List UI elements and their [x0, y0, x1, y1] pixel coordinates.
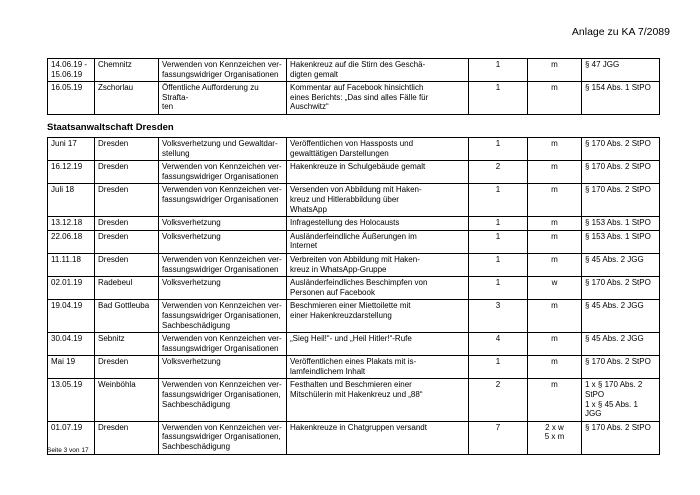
count-cell: 1: [469, 82, 528, 115]
table-row: [48, 138, 660, 161]
count-cell: 1: [469, 59, 528, 82]
table-row: [48, 379, 660, 421]
table-row: [48, 161, 660, 184]
place-cell: Zschorlau: [95, 82, 159, 115]
outcome-cell: § 170 Abs. 2 StPO: [582, 356, 660, 379]
section-title: Staatsanwaltschaft Dresden: [47, 122, 174, 133]
page-number: Seite 3 von 17: [47, 447, 89, 454]
count-cell: 1: [469, 184, 528, 217]
offense-cell: Volksverhetzung: [159, 277, 287, 300]
count-cell: 1: [469, 356, 528, 379]
description-cell: Hakenkreuze in Schulgebäude gemalt: [287, 161, 469, 184]
outcome-cell: § 47 JGG: [582, 59, 660, 82]
outcome-cell: § 170 Abs. 2 StPO: [582, 277, 660, 300]
description-cell: Kommentar auf Facebook hinsichtlich eines Berichts: „Das sind alles Fälle für Auschwitz“: [287, 82, 469, 115]
date-cell: 16.12.19: [48, 161, 95, 184]
gender-cell: m: [528, 333, 582, 356]
outcome-cell: § 45 Abs. 2 JGG: [582, 253, 660, 276]
offense-cell: Volksverhetzung: [159, 230, 287, 253]
description-cell: „Sieg Heil!“- und „Heil Hitler!“-Rufe: [287, 333, 469, 356]
date-cell: 13.05.19: [48, 379, 95, 421]
outcome-cell: 1 x § 170 Abs. 2 StPO 1 x § 45 Abs. 1 JGG: [582, 379, 660, 421]
count-cell: 1: [469, 253, 528, 276]
offense-cell: Verwenden von Kennzeichen ver- fassungswidriger Organisationen, Sachbeschädigung: [159, 300, 287, 333]
outcome-cell: § 170 Abs. 2 StPO: [582, 184, 660, 217]
gender-cell: m: [528, 356, 582, 379]
description-cell: Ausländerfeindliche Äußerungen im Internet: [287, 230, 469, 253]
place-cell: Dresden: [95, 138, 159, 161]
gender-cell: w: [528, 277, 582, 300]
outcome-cell: § 45 Abs. 2 JGG: [582, 300, 660, 333]
offense-cell: Verwenden von Kennzeichen ver- fassungswidriger Organisationen, Sachbeschädigung: [159, 421, 287, 454]
place-cell: Dresden: [95, 184, 159, 217]
count-cell: 7: [469, 421, 528, 454]
place-cell: Chemnitz: [95, 59, 159, 82]
outcome-cell: § 170 Abs. 2 StPO: [582, 138, 660, 161]
offense-cell: Verwenden von Kennzeichen ver- fassungswidriger Organisationen: [159, 59, 287, 82]
outcome-cell: § 153 Abs. 1 StPO: [582, 230, 660, 253]
description-cell: Hakenkreuze in Chatgruppen versandt: [287, 421, 469, 454]
table-row: [48, 300, 660, 333]
table-row: [48, 230, 660, 253]
table-row: [48, 356, 660, 379]
place-cell: Dresden: [95, 421, 159, 454]
count-cell: 3: [469, 300, 528, 333]
count-cell: 4: [469, 333, 528, 356]
gender-cell: m: [528, 82, 582, 115]
description-cell: Festhalten und Beschmieren einer Mitschülerin mit Hakenkreuz und „88“: [287, 379, 469, 421]
annex-reference: Anlage zu KA 7/2089: [571, 26, 670, 38]
date-cell: 30.04.19: [48, 333, 95, 356]
offense-cell: Verwenden von Kennzeichen ver- fassungswidriger Organisationen: [159, 253, 287, 276]
description-cell: Infragestellung des Holocausts: [287, 217, 469, 231]
place-cell: Dresden: [95, 161, 159, 184]
offense-cell: Volksverhetzung: [159, 217, 287, 231]
date-cell: Juli 18: [48, 184, 95, 217]
date-cell: 22.06.18: [48, 230, 95, 253]
offense-cell: Verwenden von Kennzeichen ver- fassungswidriger Organisationen, Sachbeschädigung: [159, 379, 287, 421]
gender-cell: m: [528, 300, 582, 333]
table-row: [48, 59, 660, 82]
place-cell: Weinböhla: [95, 379, 159, 421]
description-cell: Ausländerfeindliches Beschimpfen von Personen auf Facebook: [287, 277, 469, 300]
description-cell: Veröffentlichen von Hassposts und gewalttätigen Darstellungen: [287, 138, 469, 161]
date-cell: Juni 17: [48, 138, 95, 161]
outcome-cell: § 170 Abs. 2 StPO: [582, 161, 660, 184]
offense-cell: Verwenden von Kennzeichen ver- fassungswidriger Organisationen: [159, 333, 287, 356]
count-cell: 1: [469, 230, 528, 253]
place-cell: Radebeul: [95, 277, 159, 300]
gender-cell: m: [528, 230, 582, 253]
date-cell: 19.04.19: [48, 300, 95, 333]
place-cell: Bad Gottleuba: [95, 300, 159, 333]
outcome-cell: § 154 Abs. 1 StPO: [582, 82, 660, 115]
gender-cell: m: [528, 217, 582, 231]
date-cell: 02.01.19: [48, 277, 95, 300]
table-row: [48, 184, 660, 217]
description-cell: Veröffentlichen eines Plakats mit is- lamfeindlichem Inhalt: [287, 356, 469, 379]
count-cell: 2: [469, 379, 528, 421]
date-cell: 16.05.19: [48, 82, 95, 115]
place-cell: Dresden: [95, 217, 159, 231]
count-cell: 1: [469, 217, 528, 231]
gender-cell: m: [528, 59, 582, 82]
offense-cell: Verwenden von Kennzeichen ver- fassungswidriger Organisationen: [159, 161, 287, 184]
gender-cell: m: [528, 379, 582, 421]
case-table-dresden: [47, 137, 660, 455]
date-cell: 01.07.19: [48, 421, 95, 454]
place-cell: Dresden: [95, 230, 159, 253]
case-table-top: [47, 58, 660, 115]
outcome-cell: § 45 Abs. 2 JGG: [582, 333, 660, 356]
table-row: [48, 82, 660, 115]
offense-cell: Volksverhetzung und Gewaltdar- stellung: [159, 138, 287, 161]
table-row: [48, 333, 660, 356]
outcome-cell: § 170 Abs. 2 StPO: [582, 421, 660, 454]
offense-cell: Volksverhetzung: [159, 356, 287, 379]
gender-cell: m: [528, 138, 582, 161]
gender-cell: m: [528, 161, 582, 184]
place-cell: Sebnitz: [95, 333, 159, 356]
date-cell: 14.06.19 - 15.06.19: [48, 59, 95, 82]
description-cell: Beschmieren einer Miettoilette mit einer Hakenkreuzdarstellung: [287, 300, 469, 333]
date-cell: 11.11.18: [48, 253, 95, 276]
gender-cell: m: [528, 184, 582, 217]
count-cell: 1: [469, 277, 528, 300]
outcome-cell: § 153 Abs. 1 StPO: [582, 217, 660, 231]
place-cell: Dresden: [95, 356, 159, 379]
gender-cell: 2 x w 5 x m: [528, 421, 582, 454]
count-cell: 2: [469, 161, 528, 184]
offense-cell: Öffentliche Aufforderung zu Strafta- ten: [159, 82, 287, 115]
date-cell: 13.12.18: [48, 217, 95, 231]
description-cell: Hakenkreuz auf die Stirn des Geschä- digten gemalt: [287, 59, 469, 82]
count-cell: 1: [469, 138, 528, 161]
table-row: [48, 421, 660, 454]
table-row: [48, 253, 660, 276]
table-row: [48, 217, 660, 231]
place-cell: Dresden: [95, 253, 159, 276]
table-row: [48, 277, 660, 300]
gender-cell: m: [528, 253, 582, 276]
description-cell: Versenden von Abbildung mit Haken- kreuz und Hitlerabbildung über WhatsApp: [287, 184, 469, 217]
offense-cell: Verwenden von Kennzeichen ver- fassungswidriger Organisationen: [159, 184, 287, 217]
date-cell: Mai 19: [48, 356, 95, 379]
description-cell: Verbreiten von Abbildung mit Haken- kreuz in WhatsApp-Gruppe: [287, 253, 469, 276]
